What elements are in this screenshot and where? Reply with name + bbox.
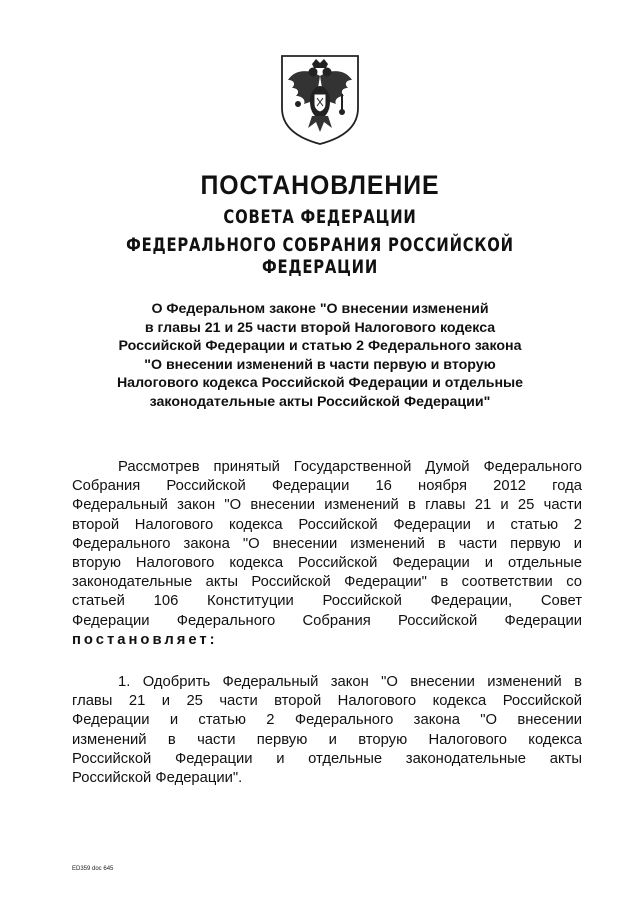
paragraph-line: Федерации и статью 2 Федерального закона "О внесении: [72, 712, 582, 729]
russian-coat-of-arms-icon: [272, 50, 368, 146]
paragraph-line: Российской Федерации".: [72, 770, 243, 787]
document-title: ПОСТАНОВЛЕНИЕ: [200, 170, 440, 200]
paragraph-line: Федерального закона "О внесении изменений в части первую и: [72, 535, 582, 552]
paragraph-line: второй Налогового кодекса Российской Федерации и статью 2: [72, 516, 582, 533]
resolution-item-1: [72, 673, 582, 788]
paragraph-line: вторую Налогового кодекса Российской Федерации и отдельные: [72, 555, 582, 572]
subject-line: законодательные акты Российской Федерации": [149, 393, 491, 410]
paragraph-line: Федеральный закон "О внесении изменений в главы 21 и 25 части: [72, 497, 582, 514]
subject-line: Налогового кодекса Российской Федерации и отдельные: [116, 375, 524, 391]
document-code: ED359 doc 645: [72, 866, 114, 872]
paragraph-line: Федерации Федерального Собрания Российской Федерации: [72, 612, 582, 629]
subject-line: "О внесении изменений в части первую и вторую: [144, 356, 496, 373]
resolution-subject: [80, 300, 560, 411]
paragraph-line: 1. Одобрить Федеральный закон "О внесении изменений в: [118, 674, 582, 690]
paragraph-line: статьей 106 Конституции Российской Федерации, Совет: [72, 593, 582, 610]
paragraph-line: изменений в части первую и вторую Налогового кодекса: [72, 731, 582, 748]
paragraph-line: главы 21 и 25 части второй Налогового кодекса Российской: [72, 693, 582, 710]
paragraph-line: законодательные акты Российской Федерации" в соответствии со: [72, 574, 582, 591]
subject-line: в главы 21 и 25 части второй Налогового кодекса: [144, 319, 496, 336]
issuer-line-2: ФЕДЕРАЛЬНОГО СОБРАНИЯ РОССИЙСКОЙ ФЕДЕРАЦИИ: [126, 234, 514, 278]
paragraph-line: Российской Федерации и отдельные законодательные акты: [72, 750, 582, 767]
resolves-word: постановляет:: [72, 631, 218, 648]
subject-line: О Федеральном законе "О внесении изменений: [151, 301, 489, 317]
paragraph-line: Собрания Российской Федерации 16 ноября 2012 года: [72, 478, 582, 495]
issuer-line-1: СОВЕТА ФЕДЕРАЦИИ: [223, 206, 417, 228]
preamble-paragraph: [72, 458, 582, 650]
subject-line: Российской Федерации и статью 2 Федерального закона: [118, 338, 522, 354]
paragraph-line: Рассмотрев принятый Государственной Думой Федерального: [118, 459, 582, 475]
